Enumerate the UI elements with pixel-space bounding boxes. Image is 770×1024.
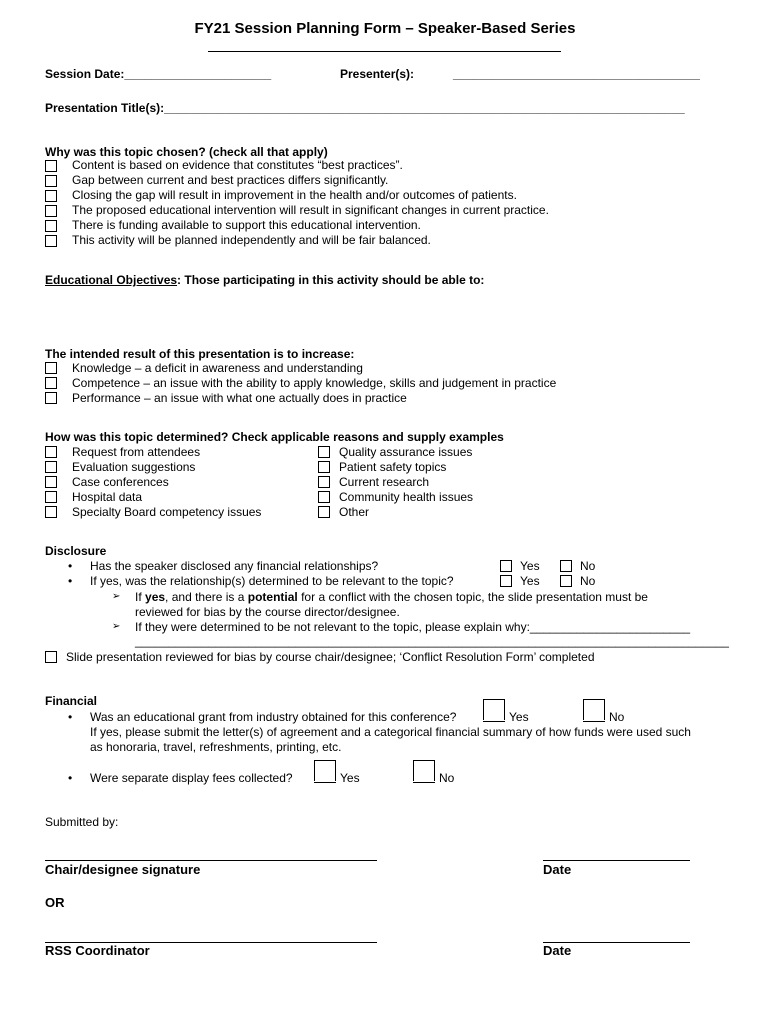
submitted-by-label: Submitted by:: [45, 815, 119, 829]
checkbox[interactable]: [45, 205, 57, 217]
determined-heading: How was this topic determined? Check applicable reasons and supply examples: [45, 430, 504, 444]
bullet-icon: •: [68, 559, 73, 573]
underline: [314, 782, 336, 783]
disclosure-question-1: Has the speaker disclosed any financial relationships?: [90, 559, 379, 573]
checkbox[interactable]: [318, 491, 330, 503]
presentation-title-field[interactable]: Presentation Title(s):______________________________________________________________________________: [45, 101, 685, 115]
checkbox[interactable]: [318, 446, 330, 458]
disclosure-sub-1: [135, 590, 648, 604]
presenters-label: Presenter(s):: [340, 67, 415, 81]
financial-heading: Financial: [45, 694, 98, 708]
checkbox[interactable]: [45, 220, 57, 232]
checkbox-no[interactable]: [413, 760, 435, 781]
list-item: Performance – an issue with what one actually does in practice: [72, 391, 407, 405]
session-date-field[interactable]: Session Date:______________________: [45, 67, 272, 81]
checkbox[interactable]: [318, 506, 330, 518]
financial-question-2: Were separate display fees collected?: [90, 771, 293, 785]
list-item: Request from attendees: [72, 445, 201, 459]
list-item: The proposed educational intervention will result in significant changes in current practice.: [72, 203, 549, 217]
checkbox-no[interactable]: [560, 560, 572, 572]
list-item: Competence – an issue with the ability to apply knowledge, skills and judgement in practice: [72, 376, 557, 390]
financial-note-cont: as honoraria, travel, refreshments, printing, etc.: [90, 740, 342, 754]
checkbox-yes[interactable]: [500, 560, 512, 572]
yes-label: Yes: [340, 771, 360, 785]
checkbox[interactable]: [45, 446, 57, 458]
list-item: Knowledge – a deficit in awareness and understanding: [72, 361, 363, 375]
arrow-bullet-icon: ➢: [112, 621, 121, 632]
checkbox[interactable]: [45, 377, 57, 389]
list-item: Case conferences: [72, 475, 169, 489]
list-item: Hospital data: [72, 490, 143, 504]
checkbox-yes[interactable]: [500, 575, 512, 587]
financial-note: If yes, please submit the letter(s) of agreement and a categorical financial summary of how funds were used such: [90, 725, 691, 739]
checkbox-yes[interactable]: [314, 760, 336, 781]
checkbox[interactable]: [45, 175, 57, 187]
or-label: OR: [45, 895, 65, 910]
intended-result-heading: The intended result of this presentation is to increase:: [45, 347, 355, 361]
date-label: Date: [543, 943, 572, 958]
disclosure-sub-1-cont: reviewed for bias by the course director/designee.: [135, 605, 400, 619]
sub-text: for a conflict with the chosen topic, the slide presentation must be: [297, 590, 648, 604]
list-item: Other: [339, 505, 370, 519]
yes-label: Yes: [520, 574, 540, 588]
sub-text: , and there is a: [165, 590, 248, 604]
financial-question-1: Was an educational grant from industry obtained for this conference?: [90, 710, 457, 724]
page-title: FY21 Session Planning Form – Speaker-Based Series: [194, 20, 576, 37]
sub-text: If: [135, 590, 146, 604]
no-label: No: [580, 559, 596, 573]
sub-emphasis: potential: [247, 590, 298, 604]
list-item: Closing the gap will result in improvement in the health and/or outcomes of patients.: [72, 188, 517, 202]
list-item: Community health issues: [339, 490, 474, 504]
no-label: No: [580, 574, 596, 588]
list-item: Current research: [339, 475, 430, 489]
bullet-icon: •: [68, 574, 73, 588]
checkbox[interactable]: [45, 362, 57, 374]
checkbox[interactable]: [45, 160, 57, 172]
no-label: No: [609, 710, 625, 724]
why-chosen-heading: Why was this topic chosen? (check all that apply): [45, 145, 328, 159]
checkbox[interactable]: [45, 392, 57, 404]
yes-label: Yes: [520, 559, 540, 573]
list-item: There is funding available to support this educational intervention.: [72, 218, 421, 232]
slide-review-text: Slide presentation reviewed for bias by course chair/designee; ‘Conflict Resolution Form’ completed: [66, 650, 595, 664]
underline: [413, 782, 435, 783]
checkbox[interactable]: [45, 190, 57, 202]
list-item: Gap between current and best practices differs significantly.: [72, 173, 389, 187]
bullet-icon: •: [68, 771, 73, 785]
list-item: Quality assurance issues: [339, 445, 473, 459]
disclosure-question-2: If yes, was the relationship(s) determined to be relevant to the topic?: [90, 574, 454, 588]
list-item: Content is based on evidence that constitutes “best practices”.: [72, 158, 403, 172]
arrow-bullet-icon: ➢: [112, 591, 121, 602]
checkbox[interactable]: [318, 461, 330, 473]
underline: [483, 721, 505, 722]
checkbox[interactable]: [45, 235, 57, 247]
checkbox-yes[interactable]: [483, 699, 505, 720]
checkbox[interactable]: [45, 476, 57, 488]
checkbox-no[interactable]: [560, 575, 572, 587]
no-label: No: [439, 771, 455, 785]
bullet-icon: •: [68, 710, 73, 724]
yes-label: Yes: [509, 710, 529, 724]
checkbox[interactable]: [45, 651, 57, 663]
disclosure-heading: Disclosure: [45, 544, 107, 558]
sub-emphasis: yes: [145, 590, 166, 604]
title-underline: [208, 51, 561, 52]
disclosure-explain-line[interactable]: _________________________________________________________________________________________: [135, 634, 729, 648]
objectives-heading: [45, 273, 484, 287]
checkbox[interactable]: [45, 506, 57, 518]
underline: [583, 721, 605, 722]
rss-coordinator-label: RSS Coordinator: [45, 943, 150, 958]
checkbox[interactable]: [45, 461, 57, 473]
disclosure-explain-field[interactable]: If they were determined to be not relevant to the topic, please explain why:________________________: [135, 620, 691, 634]
chair-signature-line[interactable]: [45, 860, 377, 861]
presenters-field[interactable]: _____________________________________: [453, 67, 700, 81]
objectives-text: : Those participating in this activity should be able to:: [177, 273, 485, 287]
list-item: Patient safety topics: [339, 460, 447, 474]
date-label: Date: [543, 862, 572, 877]
checkbox[interactable]: [318, 476, 330, 488]
objectives-label: Educational Objectives: [45, 273, 178, 287]
list-item: Specialty Board competency issues: [72, 505, 262, 519]
checkbox-no[interactable]: [583, 699, 605, 720]
list-item: Evaluation suggestions: [72, 460, 196, 474]
chair-date-line[interactable]: [543, 860, 690, 861]
checkbox[interactable]: [45, 491, 57, 503]
chair-signature-label: Chair/designee signature: [45, 862, 201, 877]
list-item: This activity will be planned independently and will be fair balanced.: [72, 233, 431, 247]
